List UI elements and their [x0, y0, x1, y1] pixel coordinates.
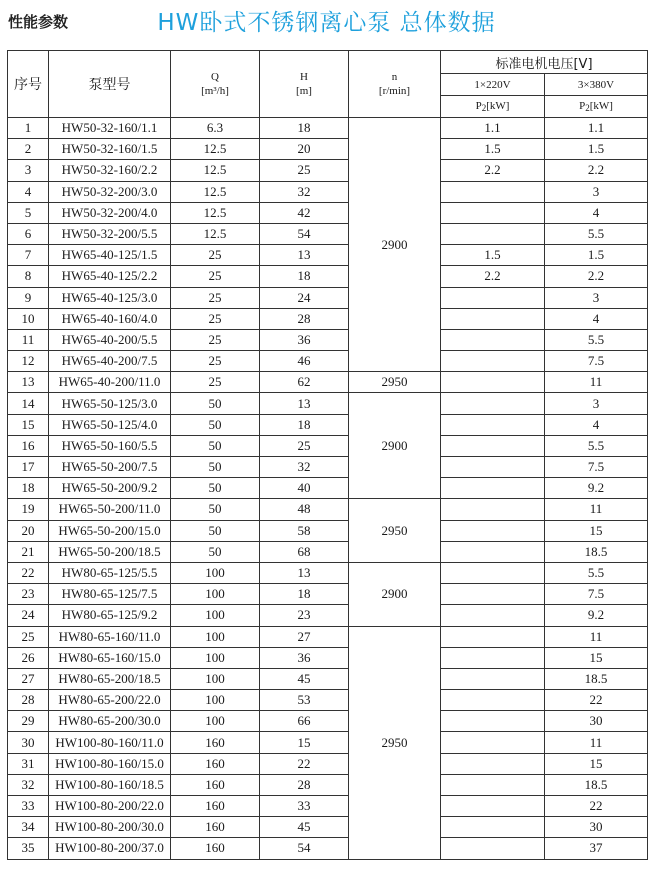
power-three-phase: 2.2	[545, 266, 648, 287]
header-motor-voltage: 标准电机电压[V]	[441, 51, 648, 74]
page-title: HW卧式不锈钢离心泵 总体数据	[157, 10, 496, 36]
header-speed	[349, 51, 441, 118]
power-three-phase: 9.2	[545, 605, 648, 626]
p2-subscript: 2	[481, 103, 487, 113]
flow-value: 50	[171, 414, 260, 435]
power-single-phase	[441, 584, 545, 605]
pump-model: HW50-32-160/1.1	[49, 118, 171, 139]
flow-value: 6.3	[171, 118, 260, 139]
flow-value: 25	[171, 245, 260, 266]
row-index: 9	[8, 287, 49, 308]
speed-value: 2900	[349, 393, 441, 499]
power-three-phase: 7.5	[545, 457, 648, 478]
pump-model: HW80-65-125/7.5	[49, 584, 171, 605]
pump-model: HW65-40-200/7.5	[49, 351, 171, 372]
power-single-phase	[441, 287, 545, 308]
header-model: 泵型号	[49, 51, 171, 118]
power-three-phase: 30	[545, 711, 648, 732]
row-index: 10	[8, 308, 49, 329]
pump-model: HW80-65-200/22.0	[49, 690, 171, 711]
table-row	[8, 732, 648, 753]
power-three-phase: 18.5	[545, 668, 648, 689]
power-three-phase: 1.5	[545, 245, 648, 266]
pump-model: HW65-50-200/9.2	[49, 478, 171, 499]
power-single-phase	[441, 308, 545, 329]
power-single-phase	[441, 626, 545, 647]
power-three-phase: 11	[545, 499, 648, 520]
power-three-phase: 11	[545, 626, 648, 647]
flow-value: 160	[171, 817, 260, 838]
pump-model: HW50-32-200/4.0	[49, 202, 171, 223]
head-value: 28	[260, 774, 349, 795]
table-row	[8, 372, 648, 393]
head-value: 27	[260, 626, 349, 647]
row-index: 19	[8, 499, 49, 520]
row-index: 1	[8, 118, 49, 139]
head-value: 54	[260, 838, 349, 859]
flow-value: 50	[171, 520, 260, 541]
table-row	[8, 817, 648, 838]
pump-model: HW65-40-160/4.0	[49, 308, 171, 329]
header-flow-unit: [m³/h]	[201, 85, 229, 97]
flow-value: 50	[171, 393, 260, 414]
head-value: 18	[260, 118, 349, 139]
power-single-phase	[441, 520, 545, 541]
table-row	[8, 584, 648, 605]
head-value: 24	[260, 287, 349, 308]
row-index: 31	[8, 753, 49, 774]
head-value: 53	[260, 690, 349, 711]
pump-model: HW100-80-200/37.0	[49, 838, 171, 859]
power-three-phase: 15	[545, 753, 648, 774]
pump-model: HW80-65-160/11.0	[49, 626, 171, 647]
power-single-phase	[441, 817, 545, 838]
head-value: 42	[260, 202, 349, 223]
table-row	[8, 351, 648, 372]
power-single-phase	[441, 435, 545, 456]
flow-value: 25	[171, 266, 260, 287]
row-index: 25	[8, 626, 49, 647]
head-value: 20	[260, 139, 349, 160]
table-row	[8, 668, 648, 689]
flow-value: 12.5	[171, 160, 260, 181]
power-single-phase	[441, 753, 545, 774]
row-index: 7	[8, 245, 49, 266]
row-index: 17	[8, 457, 49, 478]
power-single-phase: 1.1	[441, 118, 545, 139]
table-row	[8, 329, 648, 350]
flow-value: 25	[171, 308, 260, 329]
row-index: 3	[8, 160, 49, 181]
flow-value: 160	[171, 838, 260, 859]
flow-value: 50	[171, 499, 260, 520]
table-row	[8, 796, 648, 817]
flow-value: 50	[171, 457, 260, 478]
table-row	[8, 181, 648, 202]
flow-value: 50	[171, 478, 260, 499]
row-index: 14	[8, 393, 49, 414]
power-three-phase: 5.5	[545, 435, 648, 456]
pump-model: HW65-50-200/18.5	[49, 541, 171, 562]
pump-model: HW100-80-160/18.5	[49, 774, 171, 795]
power-three-phase: 3	[545, 393, 648, 414]
power-single-phase	[441, 838, 545, 859]
table-row	[8, 308, 648, 329]
power-three-phase: 22	[545, 796, 648, 817]
header-head-symbol: H	[300, 71, 308, 83]
flow-value: 100	[171, 626, 260, 647]
power-three-phase: 1.5	[545, 139, 648, 160]
table-body	[8, 118, 648, 860]
head-value: 13	[260, 245, 349, 266]
power-three-phase: 11	[545, 732, 648, 753]
performance-table	[7, 50, 648, 860]
table-row	[8, 457, 648, 478]
row-index: 34	[8, 817, 49, 838]
header-head-unit: [m]	[296, 85, 312, 97]
power-three-phase: 5.5	[545, 329, 648, 350]
power-single-phase	[441, 499, 545, 520]
row-index: 8	[8, 266, 49, 287]
flow-value: 100	[171, 711, 260, 732]
header-speed-symbol: n	[391, 71, 398, 83]
head-value: 62	[260, 372, 349, 393]
table-row	[8, 393, 648, 414]
header-index: 序号	[8, 51, 49, 118]
power-three-phase: 5.5	[545, 223, 648, 244]
speed-value: 2950	[349, 626, 441, 859]
head-value: 36	[260, 329, 349, 350]
table-row	[8, 478, 648, 499]
header-p2-single	[441, 96, 545, 118]
header-p2-three	[545, 96, 648, 118]
table-row	[8, 605, 648, 626]
table-row	[8, 838, 648, 859]
head-value: 18	[260, 414, 349, 435]
flow-value: 100	[171, 584, 260, 605]
pump-model: HW80-65-125/9.2	[49, 605, 171, 626]
table-row	[8, 287, 648, 308]
table-row	[8, 223, 648, 244]
power-single-phase	[441, 202, 545, 223]
table-row	[8, 202, 648, 223]
power-single-phase	[441, 690, 545, 711]
pump-model: HW65-40-125/3.0	[49, 287, 171, 308]
pump-model: HW50-32-200/5.5	[49, 223, 171, 244]
p2-prefix: P	[579, 100, 586, 112]
row-index: 33	[8, 796, 49, 817]
row-index: 35	[8, 838, 49, 859]
head-value: 25	[260, 435, 349, 456]
table-row	[8, 774, 648, 795]
flow-value: 160	[171, 796, 260, 817]
header-speed-unit: [r/min]	[378, 85, 411, 97]
row-index: 4	[8, 181, 49, 202]
table-row	[8, 245, 648, 266]
head-value: 13	[260, 393, 349, 414]
power-single-phase	[441, 605, 545, 626]
header-flow-symbol: Q	[211, 71, 219, 83]
head-value: 23	[260, 605, 349, 626]
power-three-phase: 18.5	[545, 541, 648, 562]
row-index: 15	[8, 414, 49, 435]
power-single-phase: 1.5	[441, 139, 545, 160]
table-row	[8, 753, 648, 774]
power-single-phase	[441, 351, 545, 372]
speed-value: 2900	[349, 118, 441, 372]
power-three-phase: 11	[545, 372, 648, 393]
speed-value: 2900	[349, 562, 441, 626]
head-value: 32	[260, 181, 349, 202]
power-three-phase: 9.2	[545, 478, 648, 499]
row-index: 11	[8, 329, 49, 350]
power-single-phase: 2.2	[441, 266, 545, 287]
table-row	[8, 139, 648, 160]
row-index: 13	[8, 372, 49, 393]
power-single-phase	[441, 414, 545, 435]
table-row	[8, 541, 648, 562]
table-row	[8, 118, 648, 139]
power-three-phase: 18.5	[545, 774, 648, 795]
table-row	[8, 647, 648, 668]
table-row	[8, 520, 648, 541]
head-value: 48	[260, 499, 349, 520]
power-single-phase	[441, 796, 545, 817]
flow-value: 160	[171, 732, 260, 753]
row-index: 2	[8, 139, 49, 160]
power-single-phase	[441, 562, 545, 583]
flow-value: 25	[171, 351, 260, 372]
power-single-phase	[441, 732, 545, 753]
head-value: 54	[260, 223, 349, 244]
pump-model: HW65-50-160/5.5	[49, 435, 171, 456]
power-three-phase: 15	[545, 520, 648, 541]
head-value: 25	[260, 160, 349, 181]
speed-value: 2950	[349, 499, 441, 563]
power-single-phase	[441, 223, 545, 244]
flow-value: 25	[171, 287, 260, 308]
flow-value: 100	[171, 605, 260, 626]
head-value: 22	[260, 753, 349, 774]
flow-value: 160	[171, 753, 260, 774]
p2-prefix: P	[475, 100, 482, 112]
table-row	[8, 690, 648, 711]
power-three-phase: 7.5	[545, 351, 648, 372]
row-index: 5	[8, 202, 49, 223]
flow-value: 12.5	[171, 223, 260, 244]
flow-value: 12.5	[171, 181, 260, 202]
power-three-phase: 3	[545, 287, 648, 308]
row-index: 27	[8, 668, 49, 689]
row-index: 26	[8, 647, 49, 668]
power-single-phase	[441, 541, 545, 562]
power-three-phase: 30	[545, 817, 648, 838]
pump-model: HW100-80-160/11.0	[49, 732, 171, 753]
head-value: 68	[260, 541, 349, 562]
pump-model: HW65-50-200/11.0	[49, 499, 171, 520]
power-single-phase	[441, 457, 545, 478]
header-flow	[171, 51, 260, 118]
pump-model: HW100-80-200/22.0	[49, 796, 171, 817]
head-value: 13	[260, 562, 349, 583]
pump-model: HW65-40-125/1.5	[49, 245, 171, 266]
row-index: 18	[8, 478, 49, 499]
head-value: 18	[260, 266, 349, 287]
flow-value: 160	[171, 774, 260, 795]
power-three-phase: 4	[545, 202, 648, 223]
pump-model: HW80-65-125/5.5	[49, 562, 171, 583]
pump-model: HW50-32-160/2.2	[49, 160, 171, 181]
table-row	[8, 626, 648, 647]
flow-value: 50	[171, 541, 260, 562]
pump-model: HW65-50-200/15.0	[49, 520, 171, 541]
table-row	[8, 414, 648, 435]
power-single-phase	[441, 647, 545, 668]
flow-value: 100	[171, 647, 260, 668]
power-single-phase	[441, 774, 545, 795]
p2-unit: [kW]	[486, 100, 510, 112]
power-three-phase: 7.5	[545, 584, 648, 605]
flow-value: 100	[171, 668, 260, 689]
head-value: 15	[260, 732, 349, 753]
flow-value: 25	[171, 329, 260, 350]
table-row	[8, 562, 648, 583]
row-index: 20	[8, 520, 49, 541]
pump-model: HW65-40-200/5.5	[49, 329, 171, 350]
head-value: 18	[260, 584, 349, 605]
row-index: 29	[8, 711, 49, 732]
pump-model: HW65-40-200/11.0	[49, 372, 171, 393]
power-three-phase: 37	[545, 838, 648, 859]
pump-model: HW100-80-160/15.0	[49, 753, 171, 774]
flow-value: 25	[171, 372, 260, 393]
power-single-phase	[441, 372, 545, 393]
power-three-phase: 22	[545, 690, 648, 711]
section-label: 性能参数	[8, 13, 69, 31]
p2-subscript: 2	[585, 103, 590, 113]
row-index: 23	[8, 584, 49, 605]
table-row	[8, 499, 648, 520]
head-value: 33	[260, 796, 349, 817]
head-value: 32	[260, 457, 349, 478]
pump-model: HW65-50-125/4.0	[49, 414, 171, 435]
row-index: 12	[8, 351, 49, 372]
pump-model: HW80-65-160/15.0	[49, 647, 171, 668]
head-value: 36	[260, 647, 349, 668]
flow-value: 100	[171, 690, 260, 711]
header-three-phase: 3×380V	[545, 74, 648, 96]
head-value: 28	[260, 308, 349, 329]
flow-value: 12.5	[171, 139, 260, 160]
power-three-phase: 2.2	[545, 160, 648, 181]
head-value: 46	[260, 351, 349, 372]
speed-value: 2950	[349, 372, 441, 393]
row-index: 6	[8, 223, 49, 244]
flow-value: 12.5	[171, 202, 260, 223]
power-single-phase	[441, 329, 545, 350]
row-index: 30	[8, 732, 49, 753]
row-index: 28	[8, 690, 49, 711]
power-single-phase	[441, 711, 545, 732]
pump-model: HW100-80-200/30.0	[49, 817, 171, 838]
pump-model: HW65-50-125/3.0	[49, 393, 171, 414]
table-row	[8, 435, 648, 456]
power-three-phase: 5.5	[545, 562, 648, 583]
power-single-phase	[441, 181, 545, 202]
row-index: 16	[8, 435, 49, 456]
pump-model: HW50-32-200/3.0	[49, 181, 171, 202]
power-single-phase	[441, 393, 545, 414]
header-single-phase: 1×220V	[441, 74, 545, 96]
head-value: 66	[260, 711, 349, 732]
power-three-phase: 1.1	[545, 118, 648, 139]
row-index: 24	[8, 605, 49, 626]
row-index: 22	[8, 562, 49, 583]
power-single-phase: 2.2	[441, 160, 545, 181]
row-index: 32	[8, 774, 49, 795]
table-row	[8, 711, 648, 732]
head-value: 45	[260, 817, 349, 838]
pump-model: HW80-65-200/30.0	[49, 711, 171, 732]
power-three-phase: 4	[545, 308, 648, 329]
power-three-phase: 15	[545, 647, 648, 668]
header-head	[260, 51, 349, 118]
pump-model: HW50-32-160/1.5	[49, 139, 171, 160]
power-single-phase	[441, 668, 545, 689]
power-three-phase: 3	[545, 181, 648, 202]
power-single-phase: 1.5	[441, 245, 545, 266]
row-index: 21	[8, 541, 49, 562]
power-single-phase	[441, 478, 545, 499]
pump-model: HW65-50-200/7.5	[49, 457, 171, 478]
head-value: 40	[260, 478, 349, 499]
pump-model: HW80-65-200/18.5	[49, 668, 171, 689]
p2-unit: [kW]	[589, 100, 613, 112]
table-row	[8, 266, 648, 287]
head-value: 45	[260, 668, 349, 689]
head-value: 58	[260, 520, 349, 541]
flow-value: 50	[171, 435, 260, 456]
table-row	[8, 160, 648, 181]
power-three-phase: 4	[545, 414, 648, 435]
flow-value: 100	[171, 562, 260, 583]
pump-model: HW65-40-125/2.2	[49, 266, 171, 287]
